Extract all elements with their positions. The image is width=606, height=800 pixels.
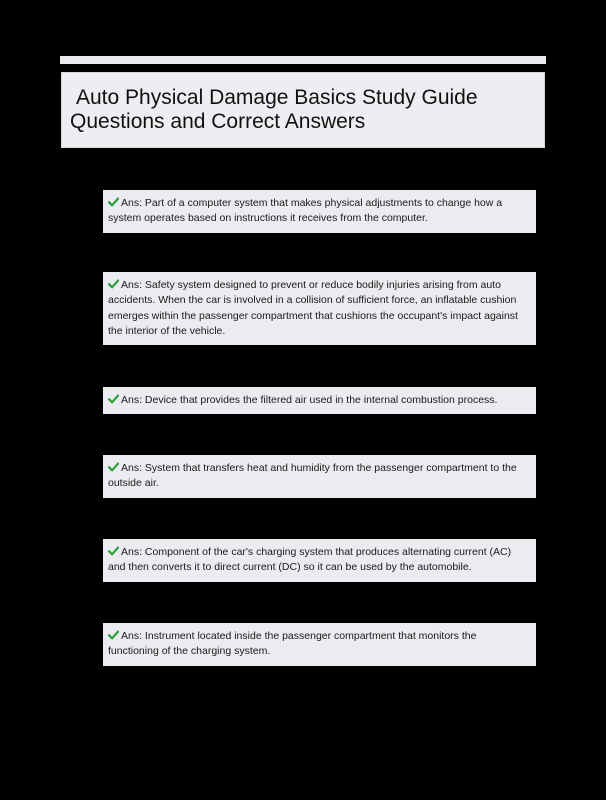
answer-box — [103, 539, 536, 582]
answer-text: Ans: Device that provides the filtered air used in the internal combustion process. — [121, 394, 498, 406]
answer-box — [103, 623, 536, 666]
answer-text: Ans: Instrument located inside the passenger compartment that monitors the functioning of the charging system. — [108, 630, 477, 658]
answer-text: Ans: Component of the car's charging system that produces alternating current (AC) and then converts it to direct current (DC) so it can be used by the automobile. — [108, 546, 512, 574]
page-title — [70, 86, 530, 134]
answer-text: Ans: System that transfers heat and humidity from the passenger compartment to the outside air. — [108, 462, 517, 490]
check-icon — [108, 462, 119, 472]
answer-box — [103, 387, 536, 414]
check-icon — [108, 279, 119, 289]
answer-text: Ans: Part of a computer system that makes physical adjustments to change how a system operates based on instructions it receives from the computer. — [108, 197, 503, 225]
check-icon — [108, 630, 119, 640]
title-box — [61, 72, 545, 148]
answer-text: Ans: Safety system designed to prevent or reduce bodily injuries arising from auto accidents. When the car is involved in a collision of sufficient force, an inflatable cushion emerges within the passenger compartment that cushions the occupant's impact against the interior of the vehicle. — [108, 279, 518, 337]
title-line-1: Auto Physical Damage Basics Study Guide — [76, 86, 478, 109]
title-line-2: Questions and Correct Answers — [70, 110, 366, 133]
check-icon — [108, 546, 119, 556]
answer-box — [103, 190, 536, 233]
check-icon — [108, 197, 119, 207]
check-icon — [108, 394, 119, 404]
header-rule — [60, 56, 546, 64]
answer-box — [103, 455, 536, 498]
answer-box — [103, 272, 536, 345]
